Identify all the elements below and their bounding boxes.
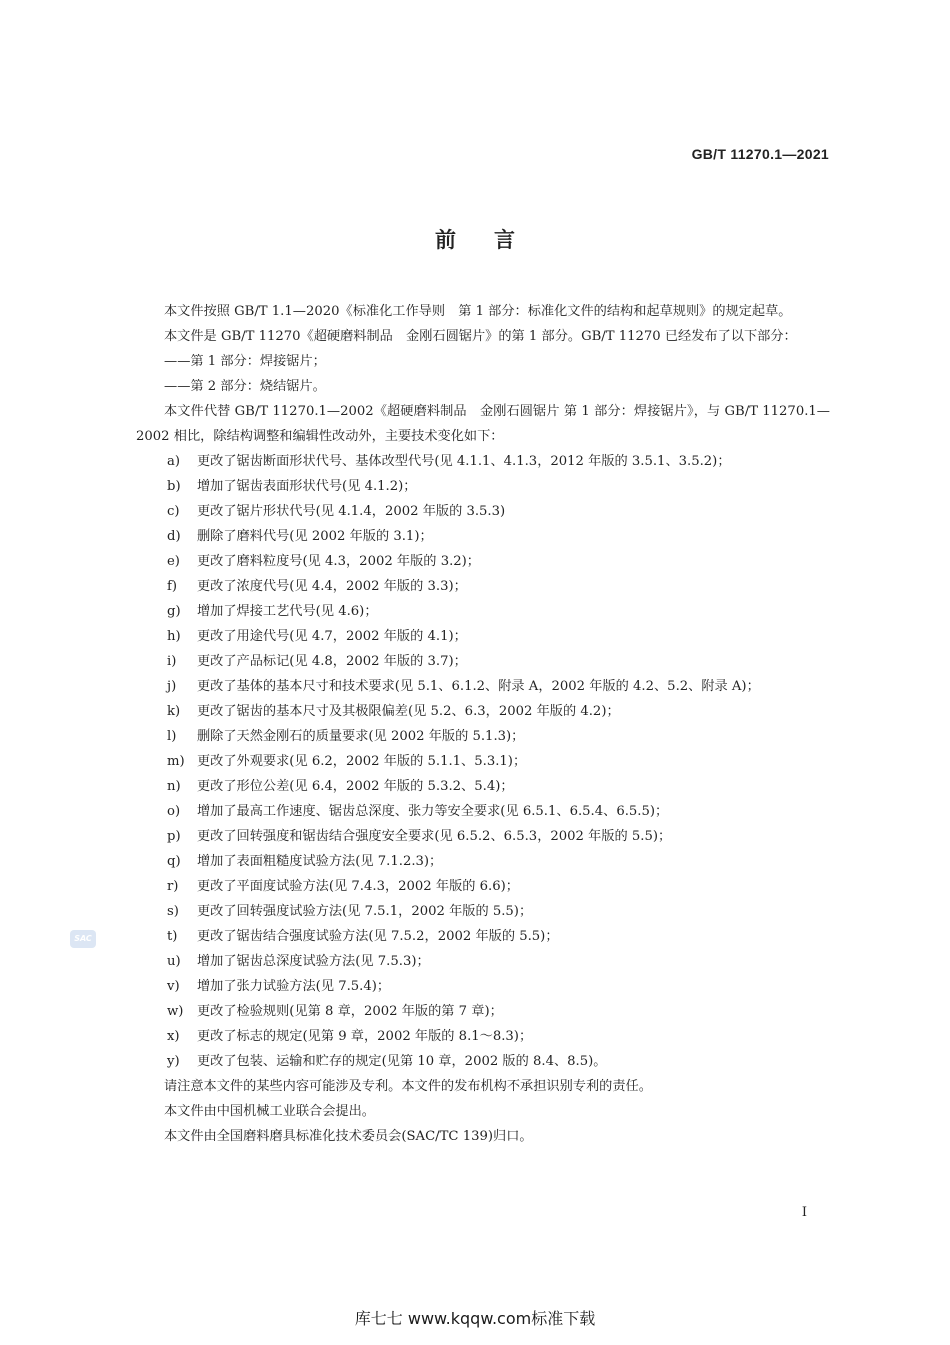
change-item (136, 824, 830, 849)
change-label: a) (167, 454, 181, 469)
download-footer: 库七七 www.kqqw.com标准下载 (354, 1309, 596, 1328)
series-paragraph: 本文件是 GB/T 11270《超硬磨料制品 金刚石圆锯片》的第 1 部分。GB/T 11270 已经发布了以下部分： (164, 329, 797, 344)
change-label: w) (167, 1004, 184, 1019)
change-text: 更改了磨料粒度号(见 4.3，2002 年版的 3.2)； (197, 554, 480, 569)
change-label: u) (167, 954, 181, 969)
change-item (136, 1024, 830, 1049)
change-item (136, 699, 830, 724)
sac-watermark-icon: SAC (70, 930, 96, 948)
page-number: I (801, 1205, 807, 1220)
change-item (136, 574, 830, 599)
change-label: p) (167, 829, 181, 844)
change-item (136, 974, 830, 999)
change-item (136, 549, 830, 574)
change-label: m) (167, 754, 185, 769)
change-label: f) (167, 579, 178, 594)
change-item (136, 474, 830, 499)
change-label: c) (167, 504, 180, 519)
change-text: 更改了形位公差(见 6.4，2002 年版的 5.3.2、5.4)； (197, 779, 514, 794)
change-item (136, 899, 830, 924)
change-text: 更改了锯齿的基本尺寸及其极限偏差(见 5.2、6.3，2002 年版的 4.2)； (197, 704, 620, 719)
change-text: 更改了外观要求(见 6.2，2002 年版的 5.1.1、5.3.1)； (197, 754, 527, 769)
change-text: 增加了锯齿表面形状代号(见 4.1.2)； (197, 479, 417, 494)
change-text: 更改了锯片形状代号(见 4.1.4，2002 年版的 3.5.3) (197, 504, 506, 519)
change-label: d) (167, 529, 181, 544)
change-text: 更改了用途代号(见 4.7，2002 年版的 4.1)； (197, 629, 467, 644)
change-label: l) (167, 729, 177, 744)
change-item (136, 1049, 830, 1074)
change-label: b) (167, 479, 181, 494)
change-item (136, 949, 830, 974)
change-item (136, 849, 830, 874)
change-text: 删除了磨料代号(见 2002 年版的 3.1)； (197, 529, 433, 544)
change-text: 更改了检验规则(见第 8 章，2002 年版的第 7 章)； (197, 1004, 503, 1019)
change-item (136, 674, 830, 699)
change-text: 增加了表面粗糙度试验方法(见 7.1.2.3)； (197, 854, 443, 869)
standard-number: GB/T 11270.1—2021 (691, 146, 829, 162)
change-label: j) (167, 679, 177, 694)
change-item (136, 624, 830, 649)
part-list-item: ——第 1 部分：焊接锯片； (164, 354, 326, 369)
change-label: t) (167, 929, 178, 944)
change-label: k) (167, 704, 181, 719)
replacement-paragraph: 本文件代替 GB/T 11270.1—2002《超硬磨料制品 金刚石圆锯片 第 1 部分：焊接锯片》，与 GB/T 11270.1—2002 相比，除结构调整和编辑性改动外，主要技术变化如下： (136, 404, 830, 444)
change-text: 增加了最高工作速度、锯齿总深度、张力等安全要求(见 6.5.1、6.5.4、6.5.5)； (197, 804, 669, 819)
change-text: 增加了张力试验方法(见 7.5.4)； (197, 979, 391, 994)
change-label: q) (167, 854, 181, 869)
change-text: 更改了产品标记(见 4.8，2002 年版的 3.7)； (197, 654, 467, 669)
change-text: 增加了锯齿总深度试验方法(见 7.5.3)； (197, 954, 430, 969)
change-text: 更改了平面度试验方法(见 7.4.3，2002 年版的 6.6)； (197, 879, 519, 894)
part-list-item: ——第 2 部分：烧结锯片。 (164, 379, 326, 394)
change-label: x) (167, 1029, 180, 1044)
change-item (136, 724, 830, 749)
change-item (136, 924, 830, 949)
change-text: 更改了基体的基本尺寸和技术要求(见 5.1、6.1.2、附录 A，2002 年版的 4.2、5.2、附录 A)； (197, 679, 760, 694)
change-item (136, 499, 830, 524)
change-text: 更改了浓度代号(见 4.4，2002 年版的 3.3)； (197, 579, 467, 594)
document-body (136, 299, 830, 1149)
change-item (136, 449, 830, 474)
change-text: 删除了天然金刚石的质量要求(见 2002 年版的 5.1.3)； (197, 729, 525, 744)
change-text: 更改了包装、运输和贮存的规定(见第 10 章，2002 版的 8.4、8.5)。 (197, 1054, 607, 1069)
change-text: 更改了锯齿结合强度试验方法(见 7.5.2，2002 年版的 5.5)； (197, 929, 559, 944)
change-item (136, 524, 830, 549)
change-item (136, 799, 830, 824)
change-item (136, 874, 830, 899)
change-label: o) (167, 804, 181, 819)
change-label: g) (167, 604, 181, 619)
change-label: n) (167, 779, 181, 794)
patent-note: 请注意本文件的某些内容可能涉及专利。本文件的发布机构不承担识别专利的责任。 (164, 1079, 652, 1094)
change-item (136, 749, 830, 774)
change-label: v) (167, 979, 180, 994)
change-label: i) (167, 654, 177, 669)
change-label: e) (167, 554, 180, 569)
change-item (136, 999, 830, 1024)
change-label: h) (167, 629, 181, 644)
change-label: r) (167, 879, 179, 894)
proposed-by: 本文件由中国机械工业联合会提出。 (164, 1104, 375, 1119)
change-label: y) (167, 1054, 180, 1069)
page-title: 前言 (435, 228, 553, 252)
changes-list (136, 449, 830, 1074)
change-text: 更改了回转强度试验方法(见 7.5.1，2002 年版的 5.5)； (197, 904, 533, 919)
drafting-rules-paragraph: 本文件按照 GB/T 1.1—2020《标准化工作导则 第 1 部分：标准化文件的结构和起草规则》的规定起草。 (164, 304, 792, 319)
change-text: 更改了回转强度和锯齿结合强度安全要求(见 6.5.2、6.5.3，2002 年版的 5.5)； (197, 829, 672, 844)
change-text: 更改了锯齿断面形状代号、基体改型代号(见 4.1.1、4.1.3，2012 年版的 3.5.1、3.5.2)； (197, 454, 731, 469)
change-label: s) (167, 904, 179, 919)
change-item (136, 599, 830, 624)
change-item (136, 774, 830, 799)
change-item (136, 649, 830, 674)
centralized-by: 本文件由全国磨料磨具标准化技术委员会(SAC/TC 139)归口。 (164, 1129, 533, 1144)
change-text: 增加了焊接工艺代号(见 4.6)； (197, 604, 378, 619)
change-text: 更改了标志的规定(见第 9 章，2002 年版的 8.1～8.3)； (197, 1029, 533, 1044)
